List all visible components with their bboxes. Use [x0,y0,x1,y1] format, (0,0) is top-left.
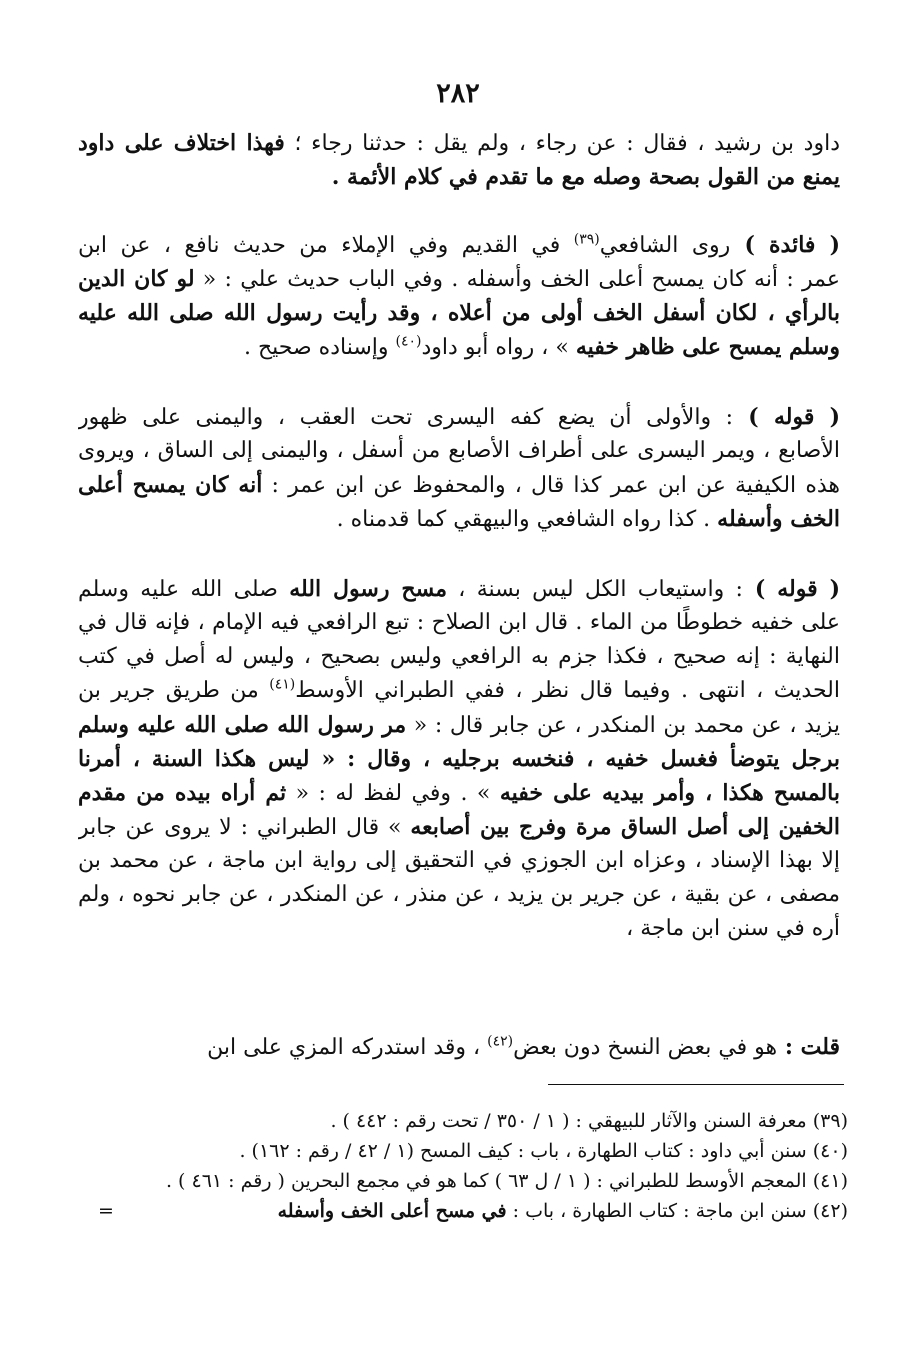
footnote-reference: (٣٩) [573,231,600,248]
text-line [78,1030,840,1064]
footnote-40: (٤٠) سنن أبي داود : كتاب الطهارة ، باب : كيف المسح (١ / ٤٢ / رقم : ١٦٢) . [239,1140,848,1162]
text-run: هو في بعض النسخ دون بعض [513,1035,778,1060]
text-run: عمر : أنه كان يمسح أعلى الخف وأسفله . وفي الباب حديث علي : « [194,267,840,292]
text-run: . كذا رواه الشافعي والبيهقي كما قدمناه . [336,507,718,532]
text-line [78,912,840,946]
text-run: ( فائدة ) [730,232,840,258]
text-run: وإسناده صحيح . [243,335,396,360]
text-line [78,468,840,502]
text-line [78,810,840,844]
text-run: يمنع من القول بصحة وصله مع ما تقدم في كلام الأئمة . [331,164,840,190]
text-run: أره في سنن ابن ماجة ، [626,916,840,941]
text-line [78,878,840,912]
paragraph-qawluhu-2 [78,572,840,946]
text-run: روى الشافعي [599,233,731,258]
text-run: داود بن رشيد ، فقال : عن رجاء ، ولم يقل : حدثنا رجاء ؛ [284,131,840,156]
footnote-reference: (٤١) [269,676,296,693]
footnote-42-text: (٤٢) سنن ابن ماجة : كتاب الطهارة ، باب : [506,1200,848,1222]
page-number: ٢٨٢ [436,78,480,109]
footnote-reference: (٤٢) [487,1033,514,1050]
text-run: الخفين إلى أصل الساق مرة وفرج بين أصابعه [410,814,840,840]
text-run: » قال الطبراني : لا يروى عن جابر [78,815,411,840]
text-line [78,126,840,160]
text-run: هذه الكيفية عن ابن عمر كذا قال ، والمحفوظ عن ابن عمر : [262,473,840,498]
text-run: قلت : [777,1034,840,1060]
text-run: على خفيه خطوطًا من الماء . قال ابن الصلاح : تبع الرافعي فيه الإمام ، فإنه قال في [78,610,840,635]
text-line [78,708,840,742]
footnote-divider [548,1084,844,1085]
text-line [78,742,840,776]
text-run: مسح رسول الله [289,576,448,602]
text-run: : واستيعاب الكل ليس بسنة ، [447,577,743,602]
text-line [78,434,840,468]
text-run: أنه كان يمسح أعلى [78,472,263,498]
text-run: صلى الله عليه وسلم [78,577,290,602]
text-run: مر رسول الله صلى الله عليه وسلم [78,712,407,738]
footnote-42-chapter: في مسح أعلى الخف وأسفله [277,1200,507,1222]
text-run: مصفى ، عن بقية ، عن جرير بن يزيد ، عن منذر ، عن المنكدر ، عن جابر نحوه ، ولم [78,882,840,907]
text-run: ( قوله ) [733,404,840,430]
text-run: في القديم وفي الإملاء من حديث نافع ، عن ابن [78,233,574,258]
text-run: » ، رواه أبو داود [421,335,576,360]
text-run: ( قوله ) [742,576,840,602]
text-line [78,606,840,640]
text-run: النهاية : إنه صحيح ، فكذا جزم به الرافعي وليس بصحيح ، وليس له أصل في كتب [78,644,840,669]
text-run: وسلم يمسح على ظاهر خفيه [575,334,840,360]
paragraph-continuation [78,126,840,194]
paragraph-qawluhu-1 [78,400,840,536]
text-line [78,296,840,330]
footnotes [90,1106,848,1226]
text-line [78,674,840,708]
text-run: لو كان الدين [78,266,195,292]
text-run: بالرأي ، لكان أسفل الخف أولى من أعلاه ، وقد رأيت رسول الله صلى الله عليه [78,300,840,326]
text-run: برجل يتوضأ فغسل خفيه ، فنخسه برجليه ، وقال : « ليس هكذا السنة ، أمرنا [78,746,840,772]
text-line [78,572,840,606]
text-line [78,640,840,674]
text-line [78,228,840,262]
text-run: » . وفي لفظ له : « [286,781,500,806]
text-run: ثم أراه بيده من مقدم [78,780,287,806]
footnote-reference: (٤٠) [395,333,422,350]
text-line [78,844,840,878]
paragraph-faida [78,228,840,364]
footnote-42 [90,1196,848,1226]
text-run: ، وقد استدركه المزي على ابن [207,1035,488,1060]
paragraph-qultu [78,1030,840,1064]
text-line [78,502,840,536]
footnote-continuation-mark: = [98,1200,114,1222]
text-run: إلا بهذا الإسناد ، وعزاه ابن الجوزي في التحقيق إلى رواية ابن ماجة ، عن محمد بن [78,848,840,873]
text-run: من طريق جرير بن [78,678,270,703]
text-line [78,776,840,810]
text-run: : والأولى أن يضع كفه اليسرى تحت العقب ، واليمنى على ظهور [78,405,734,430]
text-run: فهذا اختلاف على داود [78,130,285,156]
text-run: بالمسح هكذا ، وأمر بيديه على خفيه [499,780,840,806]
footnote-41: (٤١) المعجم الأوسط للطبراني : ( ١ / ل ٦٣ ) كما هو في مجمع البحرين ( رقم : ٤٦١ ) . [165,1170,848,1192]
footnote-39: (٣٩) معرفة السنن والآثار للبيهقي : ( ١ / ٣٥٠ / تحت رقم : ٤٤٢ ) . [330,1110,848,1132]
text-line [78,262,840,296]
text-run: الأصابع ، ويمر اليسرى على أطراف الأصابع من أسفل ، واليمنى إلى الساق ، ويروى [78,438,840,463]
text-run: يزيد ، عن محمد بن المنكدر ، عن جابر قال : « [406,713,840,738]
text-run: الحديث ، انتهى . وفيما قال نظر ، ففي الطبراني الأوسط [295,678,840,703]
text-line [78,160,840,194]
text-line [78,330,840,364]
text-run: الخف وأسفله [717,506,840,532]
text-line [78,400,840,434]
